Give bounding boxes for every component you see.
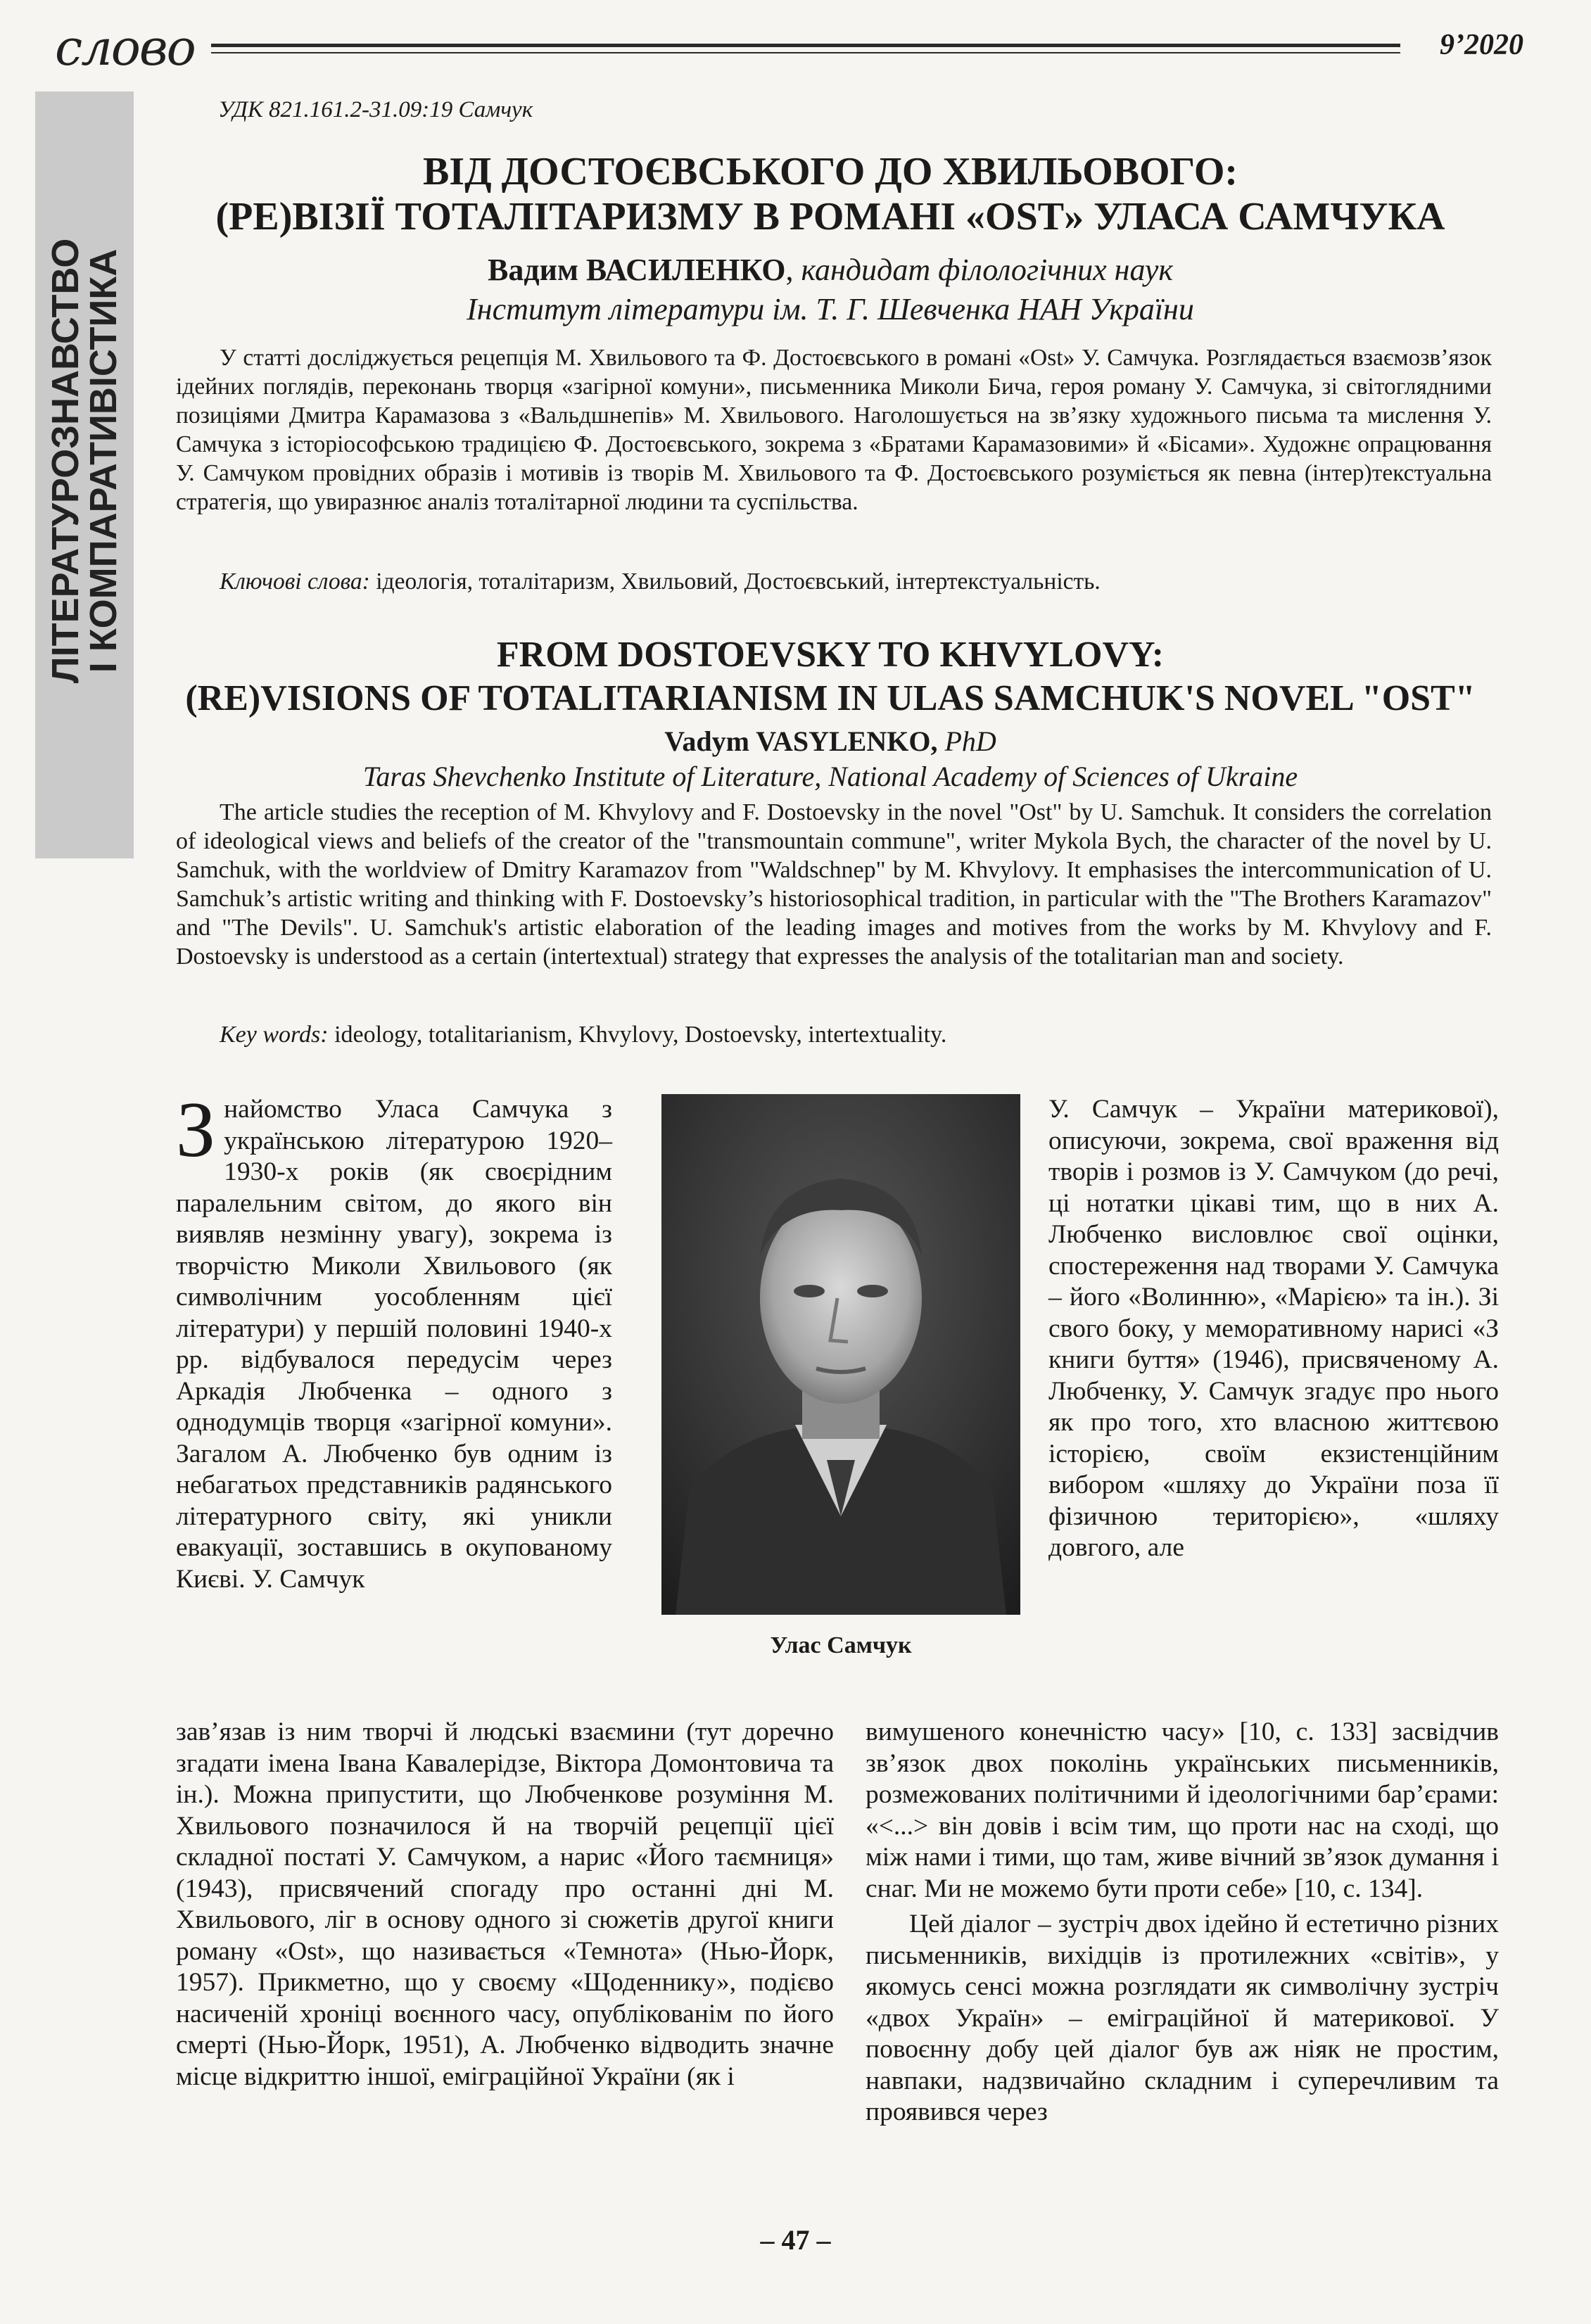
- abstract-eng: The article studies the reception of M. Khvylovy and F. Dostoevsky in the novel "Ost" by U. Samchuk. It considers the correlation of ideological views and beliefs of the creator of the "transmountain commune", writer Mykola Bych, the character of the novel by U. Samchuk, with the worldview of Dmitry Karamazov from "Waldschnep" by M. Khvylovy. It emphasises the intercommunication of U. Samchuk’s artistic writing and thinking with F. Dostoevsky’s historiosophical tradition, in particular with the "The Brothers Karamazov" and "The Devils". U. Samchuk's artistic elaboration of the leading images and motives from the works by M. Khvylovy and F. Dostoevsky is understood as a certain (intertextual) strategy that expresses the analysis of the totalitarian man and society.: [176, 799, 1492, 970]
- keywords-ukr: [220, 569, 1101, 595]
- portrait-illustration: [661, 1094, 1020, 1615]
- title-eng-line2: (RE)VISIONS OF TOTALITARIANISM IN ULAS SAMCHUK'S NOVEL "OST": [185, 678, 1476, 718]
- header-rule: [211, 44, 1400, 47]
- author-eng: Vadym VASYLENKO, PhD: [664, 725, 996, 757]
- section-label: [46, 77, 124, 844]
- journal-logo: слово: [55, 19, 195, 77]
- udk-code: УДК 821.161.2-31.09:19 Самчук: [218, 97, 533, 122]
- institution-ukr: Інститут літератури ім. Т. Г. Шевченка НАН України: [467, 292, 1194, 326]
- title-ukr-line1: ВІД ДОСТОЄВСЬКОГО ДО ХВИЛЬОВОГО:: [422, 150, 1238, 193]
- author-ukr: Вадим ВАСИЛЕНКО, кандидат філологічних наук: [488, 253, 1173, 287]
- body-col1-bottom-text: зав’язав із ним творчі й людські взаємини (тут доречно згадати імена Івана Кавалерідзе, Віктора Домонтовича та ін.). Можна припустити, що Любченкове розуміння М. Хвильового позначилося й на творчій рецепції цієї складної постаті У. Самчуком, а нарис «Його таємниця» (1943), присвячений спогаду про останні дні М. Хвильового, ліг в основу одного зі сюжетів другої книги роману «Ost», що називається «Темнота» (Нью-Йорк, 1957). Прикметно, що у своєму «Щоденнику», подієво насиченій хроніці воєнного часу, опублікованім по його смерті (Нью-Йорк, 1951), А. Любченко відводить значне місце відкриттю іншої, еміграційної України (як і: [176, 1717, 834, 2091]
- keywords-ukr-label: Ключові слова:: [220, 569, 370, 595]
- keywords-eng-label: Key words:: [220, 1022, 329, 1048]
- author-ukr-degree: кандидат філологічних наук: [801, 253, 1173, 287]
- keywords-eng-list: ideology, totalitarianism, Khvylovy, Dostoevsky, intertextuality.: [328, 1022, 947, 1048]
- section-label-line1: ЛІТЕРАТУРОЗНАВСТВО: [44, 238, 87, 684]
- body-col2-bottom-para2: Цей діалог – зустріч двох ідейно й естетично різних письменників, вихідців із протилежних «світів», у якомусь сенсі можна розглядати як символічну зустріч «двох Україн» – еміграційної й материкової. У повоєнну добу цей діалог був аж ніяк не простим, навпаки, надзвичайно складним і суперечливим та проявився через: [866, 1910, 1499, 2126]
- body-col2-top-text: У. Самчук – України материкової), описуючи, зокрема, свої враження від творів і розмов із У. Самчуком (до речі, ці нотатки цікаві тим, що в них А. Любченко висловлює свої оцінки, спостереження над творами У. Самчука – його «Волинню», «Марією» та ін.). Зі свого боку, у меморативному нарисі «З книги буття» (1946), присвяченому А. Любченку, У. Самчук згадує про нього як про того, хто власною життєвою історією, своїм екзистенційним вибором «шляху до України поза її фізичною територією», «шляху довгого, але: [1048, 1095, 1499, 1562]
- header-rule-thin: [211, 52, 1400, 53]
- body-col1-bottom: [176, 1717, 834, 2093]
- keywords-ukr-list: ідеологія, тоталітаризм, Хвильовий, Достоєвський, інтертекстуальність.: [369, 569, 1101, 595]
- photo-caption: Улас Самчук: [770, 1632, 912, 1658]
- keywords-eng: [220, 1022, 946, 1048]
- body-col2-bottom: [866, 1717, 1499, 2128]
- author-ukr-name: Вадим ВАСИЛЕНКО: [488, 253, 786, 287]
- page-number: – 47 –: [760, 2224, 831, 2256]
- body-col1-top-text: найомство Уласа Самчука з українською літературою 1920–1930-х років (як своєрідним паралельним світом, до якого він виявляв незмінну увагу), зокрема із творчістю Миколи Хвильового (як символічним уособленням цієї літератури) у першій половині 1940-х рр. відбувалося передусім через Аркадія Любченка – одного з однодумців творця «загірної комуни». Загалом А. Любченко був одним із небагатьох представників радянського літературного світу, які уникли евакуації, зоставшись в окупованому Києві. У. Самчук: [176, 1095, 612, 1594]
- abstract-ukr: У статті досліджується рецепція М. Хвильового та Ф. Достоєвського в романі «Ost» У. Самчука. Розглядається взаємозв’язок ідейних поглядів, переконань творця «загірної комуни», письменника Миколи Бича, героя роману У. Самчука, зі світоглядними позиціями Дмитра Карамазова з «Вальдшнепів» М. Хвильового. Наголошується на зв’язку художнього письма та мислення У. Самчука з історіософською традицією Ф. Достоєвського, зокрема з «Братами Карамазовими» й «Бісами». Художнє опрацювання У. Самчуком провідних образів і мотивів із творів М. Хвильового та Ф. Достоєвського розуміється як певна (інтер)текстуальна стратегія, що увиразнює аналіз тоталітарної людини та суспільства.: [176, 345, 1492, 515]
- title-eng-line1: FROM DOSTOEVSKY TO KHVYLOVY:: [496, 635, 1165, 675]
- drop-cap: З: [176, 1086, 216, 1174]
- body-col1-top: [176, 1086, 612, 1595]
- body-col2-bottom-para1: вимушеного конечністю часу» [10, с. 133] засвідчив зв’язок двох поколінь українських письменників, розмежованих політичними й ідеологічними бар’єрами: «<...> він довів і всім тим, що проти нас на сході, що між нами і тими, що там, живе вічний зв’язок думання і снаг. Ми не можемо бути проти себе» [10, с. 134].: [866, 1717, 1499, 1903]
- body-col2-top: [1048, 1094, 1499, 1564]
- author-portrait-photo: [661, 1094, 1020, 1615]
- article-title-eng: [169, 633, 1492, 720]
- article-title-ukr: [169, 149, 1492, 239]
- author-eng-name: Vadym VASYLENKO: [664, 725, 931, 757]
- body-paragraph-1-start: [176, 1086, 612, 1595]
- issue-number: 9’2020: [1440, 29, 1523, 61]
- title-ukr-line2: (РЕ)ВІЗІЇ ТОТАЛІТАРИЗМУ В РОМАНІ «OST» УЛАСА САМЧУКА: [215, 195, 1445, 239]
- institution-eng: Taras Shevchenko Institute of Literature, National Academy of Sciences of Ukraine: [362, 761, 1298, 792]
- section-label-line2: І КОМПАРАТИВІСТИКА: [82, 248, 125, 673]
- author-eng-degree: PhD: [944, 725, 996, 757]
